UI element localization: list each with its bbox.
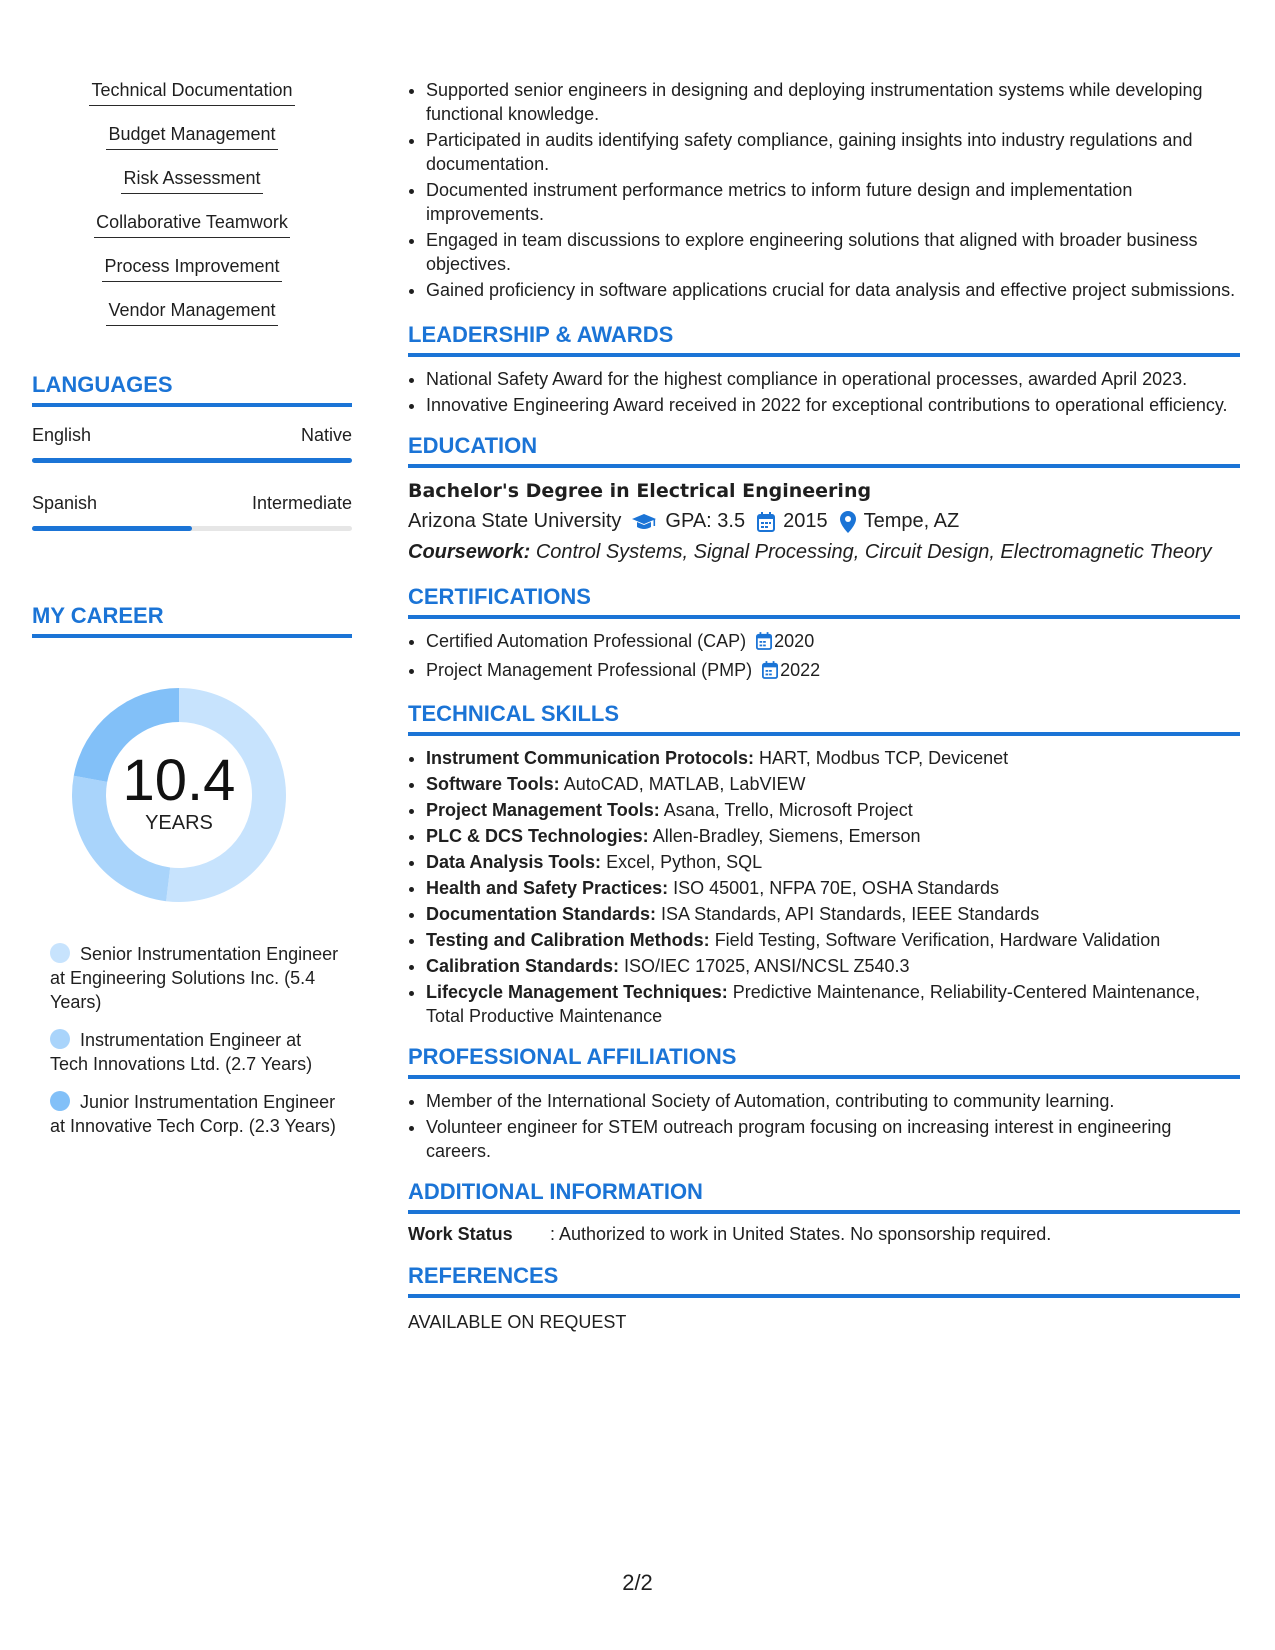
skill-item bbox=[32, 78, 352, 106]
education-degree: Bachelor's Degree in Electrical Engineering bbox=[408, 480, 872, 502]
language-level: Native bbox=[300, 425, 352, 445]
skill-tag: Risk Assessment bbox=[121, 166, 262, 194]
calendar-icon bbox=[757, 512, 775, 532]
skill-label: PLC & DCS Technologies: bbox=[426, 826, 649, 846]
skill-item bbox=[32, 254, 352, 282]
legend-dot bbox=[50, 1029, 70, 1049]
skill-item bbox=[32, 166, 352, 194]
legend-dot bbox=[50, 943, 70, 963]
experience-bullets bbox=[408, 78, 1240, 302]
technical-skill-item bbox=[426, 954, 1240, 978]
affiliations-title: PROFESSIONAL AFFILIATIONS bbox=[408, 1044, 1240, 1079]
technical-skill-item bbox=[426, 746, 1240, 770]
skill-value: ISA Standards, API Standards, IEEE Standards bbox=[661, 904, 1040, 924]
skill-label: Data Analysis Tools: bbox=[426, 852, 602, 872]
education-coursework bbox=[408, 541, 1240, 564]
education-gpa: GPA: 3.5 bbox=[665, 510, 746, 532]
certifications-section bbox=[408, 584, 1240, 685]
career-legend-label: Senior Instrumentation Engineer at Engineering Solutions Inc. (5.4 Years) bbox=[50, 944, 339, 1012]
skill-value: Field Testing, Software Verification, Hardware Validation bbox=[714, 930, 1161, 950]
coursework-label: Coursework: bbox=[408, 541, 531, 563]
education-title: EDUCATION bbox=[408, 433, 1240, 468]
skill-label: Documentation Standards: bbox=[426, 904, 657, 924]
skill-value: HART, Modbus TCP, Devicenet bbox=[759, 748, 1009, 768]
technical-skill-item bbox=[426, 980, 1240, 1028]
technical-skill-item bbox=[426, 772, 1240, 796]
skill-label: Testing and Calibration Methods: bbox=[426, 930, 710, 950]
education-section bbox=[408, 433, 1240, 564]
skill-label: Lifecycle Management Techniques: bbox=[426, 982, 728, 1002]
languages-title: LANGUAGES bbox=[32, 372, 352, 407]
left-column bbox=[32, 78, 352, 1152]
technical-skill-item bbox=[426, 876, 1240, 900]
leadership-title: LEADERSHIP & AWARDS bbox=[408, 322, 1240, 357]
career-legend-item bbox=[50, 1028, 340, 1076]
certification-item bbox=[426, 629, 1240, 656]
experience-bullet: • Engaged in team discussions to explore engineering solutions that aligned with broader business objectives. bbox=[426, 228, 1240, 276]
additional-info-section bbox=[408, 1179, 1240, 1245]
education-location: Tempe, AZ bbox=[863, 510, 960, 532]
skill-tag: Collaborative Teamwork bbox=[94, 210, 290, 238]
skill-label: Health and Safety Practices: bbox=[426, 878, 669, 898]
language-level: Intermediate bbox=[251, 493, 352, 513]
technical-skill-item bbox=[426, 902, 1240, 926]
skill-value: Allen-Bradley, Siemens, Emerson bbox=[652, 826, 921, 846]
certification-name: Certified Automation Professional (CAP) bbox=[426, 631, 747, 651]
references-section bbox=[408, 1263, 1240, 1333]
affiliations-section bbox=[408, 1044, 1240, 1163]
skill-value: Asana, Trello, Microsoft Project bbox=[663, 800, 913, 820]
coursework-text: Control Systems, Signal Processing, Circuit Design, Electromagnetic Theory bbox=[535, 541, 1212, 563]
certification-name: Project Management Professional (PMP) bbox=[426, 660, 753, 680]
certification-year: 2020 bbox=[774, 631, 815, 651]
skill-item bbox=[32, 210, 352, 238]
skill-item bbox=[32, 298, 352, 326]
certification-item bbox=[426, 658, 1240, 685]
references-text: AVAILABLE ON REQUEST bbox=[408, 1312, 627, 1332]
language-name: English bbox=[32, 425, 92, 445]
language-level-bar bbox=[32, 526, 352, 531]
career-donut-chart bbox=[64, 680, 294, 910]
calendar-icon bbox=[756, 632, 772, 656]
skill-tag: Process Improvement bbox=[102, 254, 281, 282]
skill-label: Software Tools: bbox=[426, 774, 560, 794]
graduation-cap-icon bbox=[631, 512, 657, 532]
skill-tag: Budget Management bbox=[106, 122, 277, 150]
award-item: • Innovative Engineering Award received in 2022 for exceptional contributions to operational efficiency. bbox=[426, 393, 1240, 417]
certification-year: 2022 bbox=[780, 660, 821, 680]
language-level-fill bbox=[32, 458, 352, 463]
technical-skill-item bbox=[426, 798, 1240, 822]
affiliation-item: • Member of the International Society of Automation, contributing to community learning. bbox=[426, 1089, 1240, 1113]
work-status-label: Work Status bbox=[408, 1224, 513, 1244]
language-level-bar bbox=[32, 458, 352, 463]
career-years-unit: YEARS bbox=[145, 812, 213, 834]
career-title: MY CAREER bbox=[32, 603, 352, 638]
leadership-section bbox=[408, 322, 1240, 417]
calendar-icon bbox=[762, 661, 778, 685]
technical-skill-item bbox=[426, 850, 1240, 874]
skill-label: Calibration Standards: bbox=[426, 956, 620, 976]
skills-list bbox=[32, 78, 352, 326]
experience-bullet: • Participated in audits identifying safety compliance, gaining insights into industry regulations and documentation. bbox=[426, 128, 1240, 176]
page-number: 2/2 bbox=[622, 1570, 653, 1595]
career-legend-item bbox=[50, 942, 340, 1014]
skill-value: AutoCAD, MATLAB, LabVIEW bbox=[563, 774, 806, 794]
education-year: 2015 bbox=[783, 510, 828, 532]
career-total-years: 10.4 bbox=[122, 748, 236, 813]
technical-skills-section bbox=[408, 701, 1240, 1028]
additional-info-title: ADDITIONAL INFORMATION bbox=[408, 1179, 1240, 1214]
language-name: Spanish bbox=[32, 493, 98, 513]
experience-bullet: • Supported senior engineers in designing and deploying instrumentation systems while developing functional knowledge. bbox=[426, 78, 1240, 126]
skill-label: Project Management Tools: bbox=[426, 800, 660, 820]
skill-tag: Vendor Management bbox=[106, 298, 277, 326]
experience-bullet: • Documented instrument performance metrics to inform future design and implementation improvements. bbox=[426, 178, 1240, 226]
legend-dot bbox=[50, 1091, 70, 1111]
skill-value: ISO/IEC 17025, ANSI/NCSL Z540.3 bbox=[624, 956, 910, 976]
award-item: • National Safety Award for the highest compliance in operational processes, awarded April 2023. bbox=[426, 367, 1240, 391]
skill-value: Excel, Python, SQL bbox=[606, 852, 763, 872]
map-pin-icon bbox=[840, 511, 856, 533]
skill-item bbox=[32, 122, 352, 150]
skill-label: Instrument Communication Protocols: bbox=[426, 748, 755, 768]
skill-tag: Technical Documentation bbox=[89, 78, 294, 106]
skill-value: Predictive Maintenance, Reliability-Centered Maintenance, Total Productive Maintenance bbox=[426, 982, 1201, 1026]
work-status-value: : Authorized to work in United States. No sponsorship required. bbox=[550, 1224, 1052, 1244]
references-title: REFERENCES bbox=[408, 1263, 1240, 1298]
language-item bbox=[32, 425, 352, 463]
languages-section bbox=[32, 372, 352, 531]
affiliation-item: • Volunteer engineer for STEM outreach program focusing on increasing interest in engineering careers. bbox=[426, 1115, 1240, 1163]
career-legend-item bbox=[50, 1090, 340, 1138]
skill-value: ISO 45001, NFPA 70E, OSHA Standards bbox=[673, 878, 999, 898]
education-school: Arizona State University bbox=[408, 510, 622, 532]
technical-skill-item bbox=[426, 928, 1240, 952]
career-legend-label: Instrumentation Engineer at Tech Innovations Ltd. (2.7 Years) bbox=[50, 1030, 313, 1074]
career-section bbox=[32, 603, 352, 1138]
certifications-title: CERTIFICATIONS bbox=[408, 584, 1240, 619]
technical-skill-item bbox=[426, 824, 1240, 848]
language-level-fill bbox=[32, 526, 192, 531]
career-legend-label: Junior Instrumentation Engineer at Innovative Tech Corp. (2.3 Years) bbox=[50, 1092, 336, 1136]
career-legend bbox=[50, 942, 340, 1138]
experience-bullet: • Gained proficiency in software applications crucial for data analysis and effective project submissions. bbox=[426, 278, 1240, 302]
right-column bbox=[408, 78, 1240, 1333]
language-item bbox=[32, 493, 352, 531]
technical-skills-title: TECHNICAL SKILLS bbox=[408, 701, 1240, 736]
